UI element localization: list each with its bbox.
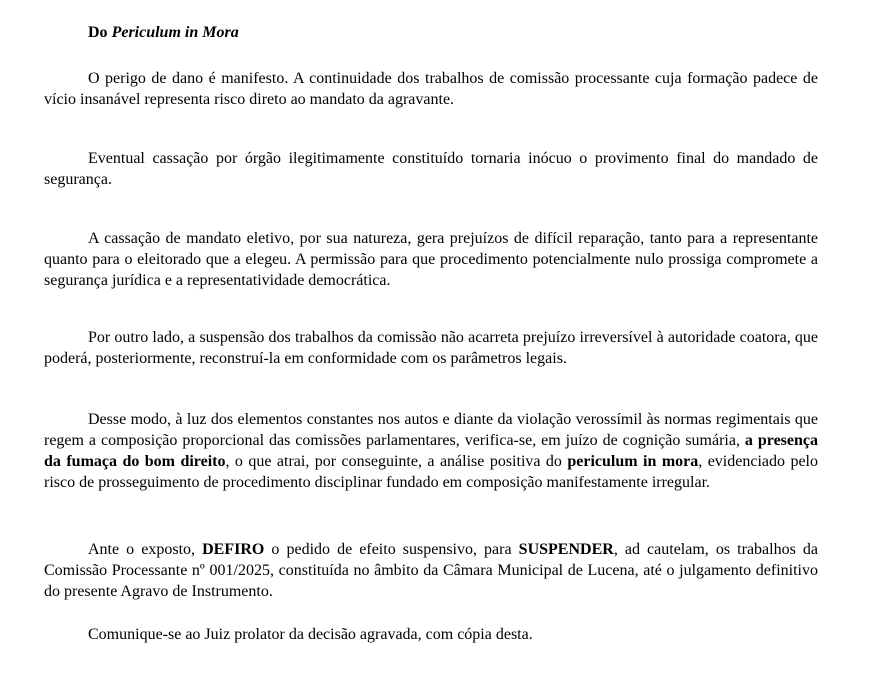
p5-text-2: , o que atrai, por conseguinte, a análise positiva do xyxy=(225,453,568,470)
paragraph-decision xyxy=(44,539,818,602)
paragraph-conclusion-periculum xyxy=(44,409,818,493)
paragraph-communication: Comunique-se ao Juiz prolator da decisão agravada, com cópia desta. xyxy=(88,626,533,643)
paragraph-danger-manifest: O perigo de dano é manifesto. A continuidade dos trabalhos de comissão processante cuja formação padece de vício insanável representa risco direto ao mandato da agravante. xyxy=(44,70,818,108)
p6-text-1: Ante o exposto, xyxy=(88,541,203,558)
p5-bold-fumus: a presença da fumaça do bom direito xyxy=(44,432,819,470)
p5-text-1: Desse modo, à luz dos elementos constantes nos autos e diante da violação verossímil às normas regimentais que regem a composição proporcional das comissões parlamentares, verifica-se, em juízo de cognição sumária, xyxy=(44,411,818,449)
p6-text-2: o pedido de efeito suspensivo, para xyxy=(264,541,519,558)
paragraph-mandate-cassation: A cassação de mandato eletivo, por sua natureza, gera prejuízos de difícil reparação, tanto para a representante quanto para o eleitorado que a elegeu. A permissão para que procedimento potencialmente nulo prossiga compromete a segurança jurídica e a representatividade democrática. xyxy=(44,230,818,289)
p5-bold-periculum: periculum in mora xyxy=(567,453,699,470)
p6-bold-suspender: SUSPENDER xyxy=(518,541,614,558)
section-heading xyxy=(88,22,239,43)
paragraph-suspension-no-harm: Por outro lado, a suspensão dos trabalhos da comissão não acarreta prejuízo irreversível à autoridade coatora, que poderá, posteriormente, reconstruí-la em conformidade com os parâmetros legais. xyxy=(44,329,818,367)
p6-bold-defiro: DEFIRO xyxy=(202,541,265,558)
p5-text-3: , evidenciado pelo risco de prosseguimento de procedimento disciplinar fundado em composição manifestamente irregular. xyxy=(44,453,818,491)
paragraph-eventual-cassation: Eventual cassação por órgão ilegitimamente constituído tornaria inócuo o provimento final do mandado de segurança. xyxy=(44,150,818,188)
heading-italic-term: Periculum in Mora xyxy=(111,24,239,41)
heading-prefix: Do xyxy=(88,24,112,41)
p6-text-3: , ad cautelam, os trabalhos da Comissão Processante nº 001/2025, constituída no âmbito da Câmara Municipal de Lucena, até o julgamento definitivo do presente Agravo de Instrumento. xyxy=(44,541,818,600)
